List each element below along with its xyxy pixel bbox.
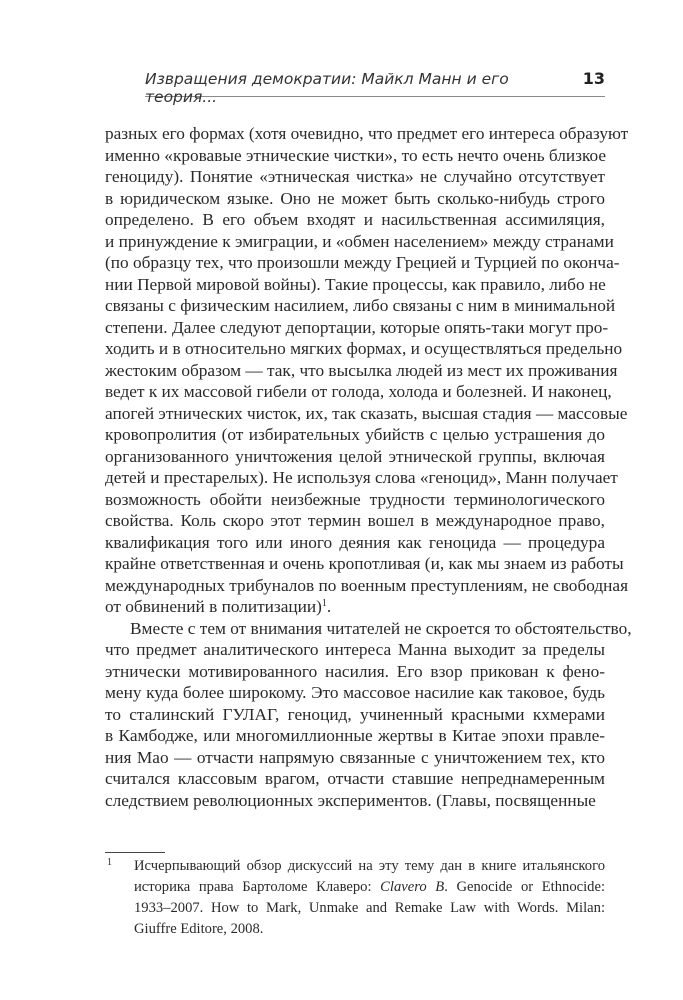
text-line-content: апогей этнических чисток, их, так сказать, высшая стадия — массовые	[105, 403, 628, 423]
text-line	[105, 768, 605, 790]
page-number: 13	[582, 69, 605, 88]
footnote-text: историка права Бартоломе Клаверо:	[134, 879, 381, 895]
footnote-divider	[105, 852, 165, 853]
text-line-content: свойства. Коль скоро этот термин вошел в международное право,	[105, 511, 605, 530]
text-line	[105, 747, 605, 769]
text-line	[105, 704, 605, 726]
text-line	[105, 252, 620, 274]
text-line	[105, 231, 614, 253]
text-line	[105, 188, 605, 210]
text-line-content: ведет к их массовой гибели от голода, холода и болезней. И наконец,	[105, 382, 612, 401]
text-line-content: крайне ответственная и очень кропотливая (и, как мы знаем из работы	[105, 554, 624, 573]
text-line-content: следствием революционных экспериментов. (Главы, посвященные	[105, 790, 596, 810]
text-line	[105, 639, 605, 661]
footnote-line: Исчерпывающий обзор дискуссий на эту тему дан в книге итальянского	[134, 858, 605, 874]
text-line-content: организованного уничтожения целой этнической группы, включая	[105, 446, 605, 466]
text-line	[105, 446, 605, 468]
footnote-line: Giuffre Editore, 2008.	[134, 921, 264, 937]
text-line-content: геноциду). Понятие «этническая чистка» не случайно отсутствует	[105, 167, 605, 186]
text-line-content: ния Мао — отчасти напрямую связанные с уничтожением тех, кто	[105, 747, 605, 767]
text-line-content: то сталинский ГУЛАГ, геноцид, учиненный красными кхмерами	[105, 704, 605, 724]
text-line-content: считался классовым врагом, отчасти ставшие непреднамеренным	[105, 769, 605, 788]
text-line-content: кровопролития (от избирательных убийств с целью устрашения до	[105, 425, 605, 444]
text-line	[105, 123, 629, 145]
text-line-content: в юридическом языке. Оно не может быть сколько-нибудь строго	[105, 188, 605, 208]
footnote-line: 1933–2007. How to Mark, Unmake and Remake Law with Words. Milan:	[134, 900, 605, 916]
text-line	[105, 725, 605, 747]
text-line-content: нии Первой мировой войны). Такие процессы, как правило, либо не	[105, 274, 606, 294]
text-line	[105, 403, 628, 425]
text-line-content: степени. Далее следуют депортации, которые опять-таки могут про-	[105, 317, 609, 337]
text-line-content: и принуждение к эмиграции, и «обмен населением» между странами	[105, 231, 614, 251]
punctuation: .	[326, 597, 332, 616]
text-line-content: определено. В его объем входят и насильственная ассимиляция,	[105, 210, 605, 229]
text-line-content: жестоким образом — так, что высылка людей из мест их проживания	[105, 360, 618, 380]
footnote-number: 1	[107, 857, 112, 868]
text-line	[105, 424, 605, 446]
text-line	[105, 381, 612, 403]
text-line	[105, 295, 616, 317]
paragraph	[105, 123, 629, 618]
text-line	[105, 596, 605, 618]
text-line	[105, 467, 618, 489]
text-line-content: что предмет аналитического интереса Манна выходит за пределы	[105, 640, 605, 659]
running-header	[145, 68, 605, 106]
text-line	[105, 209, 605, 231]
text-line	[105, 532, 605, 554]
body-text	[105, 123, 632, 811]
text-line	[105, 489, 605, 511]
text-line	[105, 553, 624, 575]
text-line	[105, 510, 605, 532]
paragraph	[105, 618, 632, 812]
text-line	[105, 618, 632, 640]
text-line-content: в Камбодже, или многомиллионные жертвы в Китае эпохи правле-	[105, 726, 605, 745]
text-line-content: именно «кровавые этнические чистки», то есть нечто очень близкое	[105, 145, 607, 165]
footnote-author: Clavero B	[380, 879, 445, 895]
text-line	[105, 145, 605, 167]
text-line	[105, 338, 623, 360]
text-line	[105, 790, 605, 812]
text-line	[105, 575, 629, 597]
text-line-content: Вместе с тем от внимания читателей не скроется то обстоятельство,	[130, 618, 632, 638]
text-line-content: возможность обойти неизбежные трудности терминологического	[105, 489, 605, 509]
footnote-text: . Genocide or Ethnocide:	[444, 879, 605, 895]
text-line	[105, 661, 605, 683]
text-line-content: международных трибуналов по военным преступлениям, не свободная	[105, 575, 629, 595]
text-line-content: детей и престарелых). Не используя слова «геноцид», Манн получает	[105, 468, 618, 487]
text-line	[105, 274, 605, 296]
text-line-content: квалификация того или иного деяния как геноцида — процедура	[105, 532, 605, 552]
footnote	[105, 856, 605, 940]
footnote-line	[134, 877, 605, 898]
text-line	[105, 360, 618, 382]
text-line-content: мену куда более широкому. Это массовое насилие как таковое, будь	[105, 683, 605, 702]
text-line-content: связаны с физическим насилием, либо связаны с ним в минимальной	[105, 296, 616, 315]
text-line	[105, 166, 605, 188]
running-title: Извращения демократии: Майкл Манн и его теория...	[145, 70, 509, 106]
footnote-reference[interactable]: 1	[321, 598, 327, 609]
text-line	[105, 682, 605, 704]
text-line-content: (по образцу тех, что произошли между Грецией и Турцией по оконча-	[105, 253, 620, 272]
text-line-content: от обвинений в политизации)	[105, 597, 322, 616]
text-line-content: разных его формах (хотя очевидно, что предмет его интереса образуют	[105, 124, 629, 143]
text-line	[105, 317, 609, 339]
text-line-content: ходить и в относительно мягких формах, и осуществляться предельно	[105, 339, 623, 358]
text-line-content: этнически мотивированного насилия. Его взор прикован к фено-	[105, 661, 605, 681]
